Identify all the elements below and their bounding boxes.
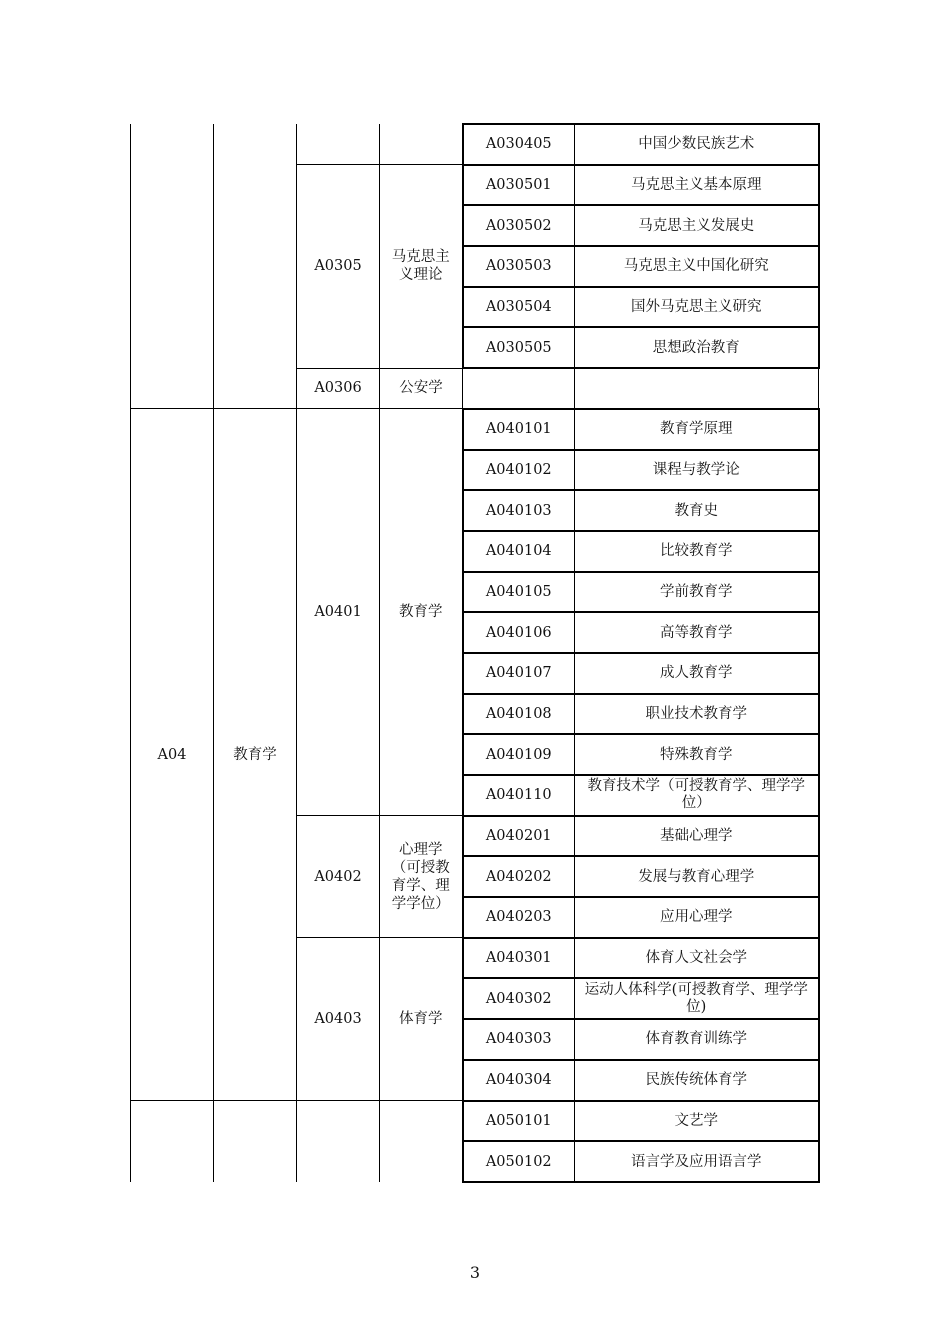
table-row <box>131 409 819 450</box>
second-level-name-cell: 教育技术学（可授教育学、理学学位） <box>575 775 819 816</box>
first-level-name-cell: 马克思主义理论 <box>380 165 463 368</box>
first-level-code-cell: A0306 <box>297 368 380 409</box>
second-level-name-cell: 教育史 <box>575 490 819 531</box>
second-level-code-cell: A040104 <box>463 531 575 572</box>
first-level-code-cell: A0403 <box>297 938 380 1101</box>
second-level-code-cell: A040304 <box>463 1060 575 1101</box>
category-code-cell <box>131 124 214 409</box>
second-level-name-cell: 比较教育学 <box>575 531 819 572</box>
second-level-name-cell: 马克思主义发展史 <box>575 205 819 246</box>
category-code-cell <box>131 1101 214 1182</box>
second-level-name-cell <box>575 368 819 409</box>
second-level-name-cell: 学前教育学 <box>575 572 819 613</box>
second-level-name-cell: 国外马克思主义研究 <box>575 287 819 328</box>
second-level-code-cell: A040101 <box>463 409 575 450</box>
second-level-code-cell: A050101 <box>463 1101 575 1142</box>
second-level-name-cell: 职业技术教育学 <box>575 694 819 735</box>
first-level-code-cell <box>297 1101 380 1182</box>
page-number: 3 <box>469 1263 481 1282</box>
second-level-code-cell: A040108 <box>463 694 575 735</box>
second-level-code-cell: A040301 <box>463 938 575 979</box>
first-level-name-cell: 体育学 <box>380 938 463 1101</box>
second-level-name-cell: 发展与教育心理学 <box>575 856 819 897</box>
second-level-code-cell: A040303 <box>463 1019 575 1060</box>
second-level-name-cell: 中国少数民族艺术 <box>575 124 819 165</box>
second-level-code-cell: A030501 <box>463 165 575 206</box>
second-level-code-cell: A030405 <box>463 124 575 165</box>
second-level-name-cell: 运动人体科学(可授教育学、理学学位) <box>575 978 819 1019</box>
first-level-name-cell: 公安学 <box>380 368 463 409</box>
second-level-code-cell: A040107 <box>463 653 575 694</box>
second-level-name-cell: 成人教育学 <box>575 653 819 694</box>
first-level-code-cell: A0401 <box>297 409 380 816</box>
category-name-cell <box>214 1101 297 1182</box>
second-level-name-cell: 体育教育训练学 <box>575 1019 819 1060</box>
second-level-name-cell: 民族传统体育学 <box>575 1060 819 1101</box>
second-level-code-cell: A040202 <box>463 856 575 897</box>
second-level-name-cell: 基础心理学 <box>575 816 819 857</box>
second-level-name-cell: 马克思主义中国化研究 <box>575 246 819 287</box>
second-level-name-cell: 课程与教学论 <box>575 450 819 491</box>
second-level-code-cell: A040203 <box>463 897 575 938</box>
second-level-code-cell: A040110 <box>463 775 575 816</box>
first-level-code-cell <box>297 124 380 165</box>
category-code-cell: A04 <box>131 409 214 1101</box>
second-level-code-cell: A030502 <box>463 205 575 246</box>
second-level-name-cell: 马克思主义基本原理 <box>575 165 819 206</box>
second-level-code-cell: A040103 <box>463 490 575 531</box>
second-level-code-cell: A040109 <box>463 734 575 775</box>
second-level-name-cell: 语言学及应用语言学 <box>575 1141 819 1182</box>
first-level-name-cell: 教育学 <box>380 409 463 816</box>
first-level-name-cell <box>380 1101 463 1182</box>
second-level-code-cell: A040201 <box>463 816 575 857</box>
second-level-code-cell: A030503 <box>463 246 575 287</box>
first-level-code-cell: A0305 <box>297 165 380 368</box>
first-level-name-cell: 心理学（可授教育学、理学学位） <box>380 816 463 938</box>
table-row <box>131 124 819 165</box>
second-level-name-cell: 体育人文社会学 <box>575 938 819 979</box>
table-row <box>131 1101 819 1142</box>
second-level-name-cell: 应用心理学 <box>575 897 819 938</box>
second-level-name-cell: 特殊教育学 <box>575 734 819 775</box>
second-level-code-cell: A050102 <box>463 1141 575 1182</box>
second-level-code-cell <box>463 368 575 409</box>
second-level-code-cell: A040302 <box>463 978 575 1019</box>
first-level-name-cell <box>380 124 463 165</box>
second-level-code-cell: A030505 <box>463 327 575 368</box>
discipline-catalog-table <box>130 123 820 1183</box>
second-level-code-cell: A030504 <box>463 287 575 328</box>
second-level-code-cell: A040106 <box>463 612 575 653</box>
second-level-code-cell: A040102 <box>463 450 575 491</box>
second-level-code-cell: A040105 <box>463 572 575 613</box>
second-level-name-cell: 教育学原理 <box>575 409 819 450</box>
category-name-cell <box>214 124 297 409</box>
second-level-name-cell: 高等教育学 <box>575 612 819 653</box>
second-level-name-cell: 思想政治教育 <box>575 327 819 368</box>
category-name-cell: 教育学 <box>214 409 297 1101</box>
second-level-name-cell: 文艺学 <box>575 1101 819 1142</box>
first-level-code-cell: A0402 <box>297 816 380 938</box>
